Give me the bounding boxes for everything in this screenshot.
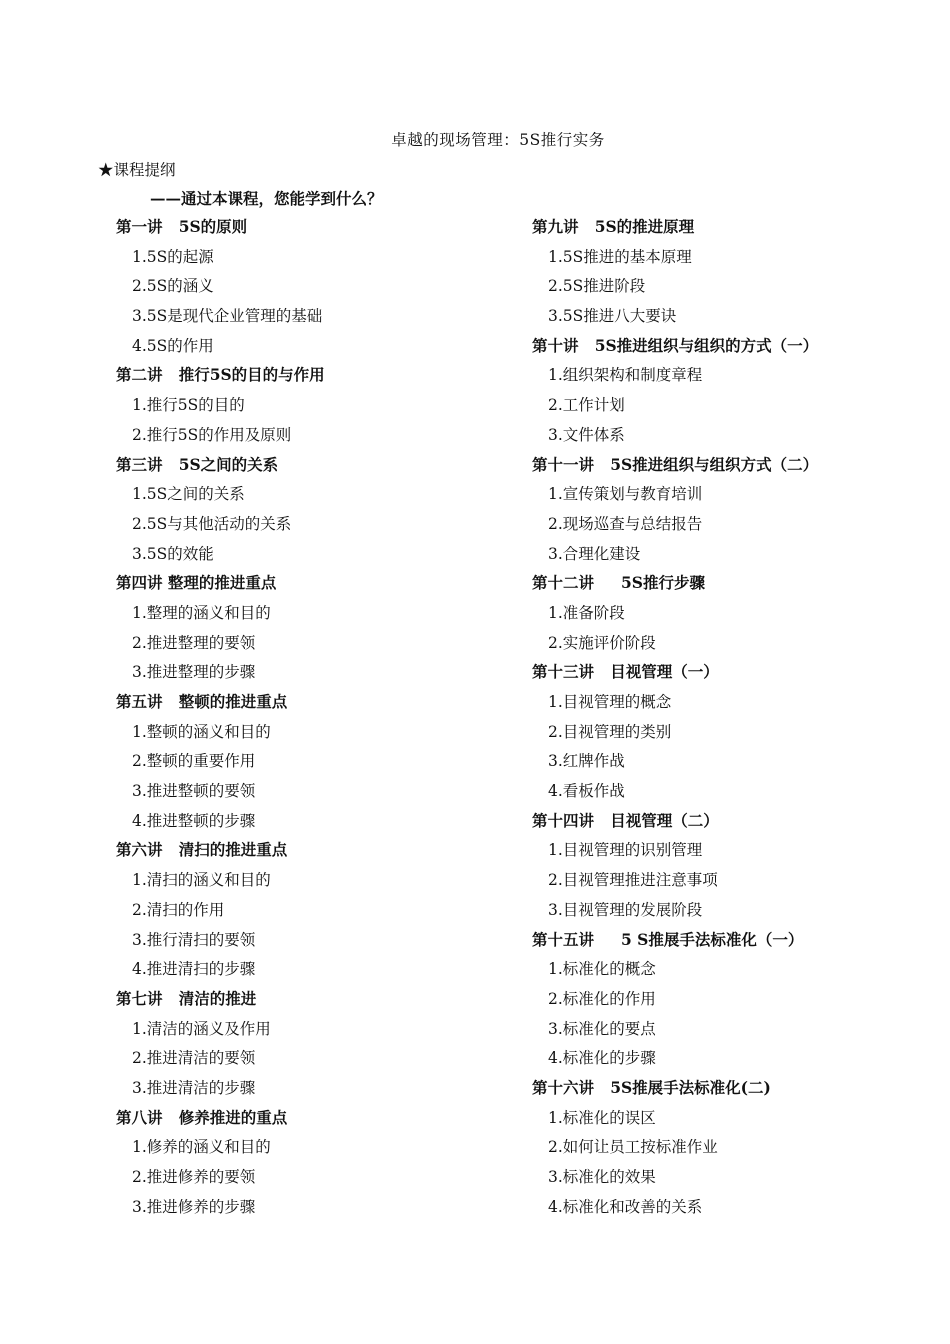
lecture-heading: 第三讲 5S之间的关系 <box>116 454 279 474</box>
lecture-heading: 第十六讲 5S推展手法标准化(二) <box>532 1077 771 1097</box>
lecture-item: 2.标准化的作用 <box>548 989 656 1008</box>
lecture-item: 1.准备阶段 <box>548 603 625 622</box>
lecture-item: 2.目视管理的类别 <box>548 722 672 741</box>
lecture-item: 1.整理的涵义和目的 <box>132 603 271 622</box>
document-title: 卓越的现场管理：5S推行实务 <box>391 131 605 149</box>
lecture-item: 3.推行清扫的要领 <box>132 930 256 949</box>
lecture-item: 1.修养的涵义和目的 <box>132 1138 271 1157</box>
outline-subtitle: ——通过本课程，您能学到什么？ <box>150 189 383 208</box>
lecture-heading: 第五讲 整顿的推进重点 <box>116 692 288 711</box>
lecture-item: 2.实施评价阶段 <box>548 633 656 652</box>
lecture-item: 3.目视管理的发展阶段 <box>548 900 703 919</box>
lecture-item: 4.5S的作用 <box>132 336 214 355</box>
lecture-item: 3.推进整理的步骤 <box>132 663 256 682</box>
lecture-item: 2.现场巡查与总结报告 <box>548 514 703 533</box>
lecture-item: 1.5S的起源 <box>132 247 214 266</box>
lecture-item: 2.整顿的重要作用 <box>132 752 256 771</box>
lecture-heading: 第十二讲 5S推行步骤 <box>532 573 705 593</box>
lecture-heading: 第十四讲 目视管理（二） <box>532 810 719 830</box>
lecture-item: 2.推进整理的要领 <box>132 633 256 652</box>
lecture-item: 1.标准化的概念 <box>548 960 656 979</box>
course-outline-label: ★课程提纲 <box>98 161 176 179</box>
lecture-item: 2.5S与其他活动的关系 <box>132 514 292 533</box>
lecture-heading: 第九讲 5S的推进原理 <box>532 217 695 236</box>
right-column <box>532 217 818 1226</box>
lecture-item: 3.标准化的效果 <box>548 1168 656 1186</box>
lecture-item: 2.目视管理推进注意事项 <box>548 871 718 890</box>
lecture-item: 3.5S的效能 <box>132 544 214 563</box>
lecture-heading: 第二讲 推行5S的目的与作用 <box>116 365 325 385</box>
lecture-item: 1.整顿的涵义和目的 <box>132 722 271 741</box>
lecture-item: 1.目视管理的识别管理 <box>548 841 703 860</box>
lecture-item: 3.推进整顿的要领 <box>132 782 256 801</box>
lecture-heading: 第十五讲 5 S推展手法标准化（一） <box>532 929 804 949</box>
lecture-item: 2.推行5S的作用及原则 <box>132 425 292 444</box>
lecture-item: 3.推进清洁的步骤 <box>132 1078 256 1097</box>
lecture-item: 3.红牌作战 <box>548 752 625 771</box>
lecture-item: 1.目视管理的概念 <box>548 693 672 711</box>
lecture-item: 2.推进清洁的要领 <box>132 1049 256 1068</box>
lecture-heading: 第六讲 清扫的推进重点 <box>116 840 288 860</box>
lecture-item: 3.标准化的要点 <box>548 1019 656 1038</box>
lecture-item: 3.推进修养的步骤 <box>132 1197 256 1216</box>
lecture-heading: 第四讲 整理的推进重点 <box>116 573 277 593</box>
lecture-item: 2.清扫的作用 <box>132 900 225 919</box>
lecture-item: 1.标准化的误区 <box>548 1108 656 1127</box>
lecture-heading: 第一讲 5S的原则 <box>116 217 248 236</box>
lecture-item: 2.工作计划 <box>548 396 625 415</box>
lecture-heading: 第七讲 清洁的推进 <box>116 988 257 1008</box>
lecture-item: 4.标准化和改善的关系 <box>548 1197 703 1216</box>
lecture-heading: 第十一讲 5S推进组织与组织方式（二） <box>532 454 819 474</box>
lecture-item: 2.5S推进阶段 <box>548 277 646 296</box>
lecture-item: 3.5S是现代企业管理的基础 <box>132 307 323 326</box>
lecture-item: 2.如何让员工按标准作业 <box>548 1138 718 1157</box>
lecture-item: 4.推进整顿的步骤 <box>132 811 256 830</box>
lecture-item: 3.5S推进八大要诀 <box>548 307 677 326</box>
lecture-item: 4.标准化的步骤 <box>548 1049 656 1068</box>
lecture-heading: 第八讲 修养推进的重点 <box>116 1107 288 1127</box>
lecture-item: 2.5S的涵义 <box>132 277 214 296</box>
lecture-item: 1.清扫的涵义和目的 <box>132 871 271 890</box>
lecture-item: 1.宣传策划与教育培训 <box>548 485 703 504</box>
lecture-heading: 第十讲 5S推进组织与组织的方式（一） <box>532 335 819 355</box>
lecture-item: 1.推行5S的目的 <box>132 396 245 415</box>
lecture-item: 3.文件体系 <box>548 425 625 444</box>
lecture-item: 2.推进修养的要领 <box>132 1168 256 1186</box>
left-column <box>116 217 325 1226</box>
lecture-item: 4.推进清扫的步骤 <box>132 960 256 979</box>
lecture-item: 3.合理化建设 <box>548 544 641 563</box>
lecture-item: 1.5S推进的基本原理 <box>548 247 692 266</box>
lecture-item: 1.组织架构和制度章程 <box>548 366 703 385</box>
lecture-item: 4.看板作战 <box>548 782 625 801</box>
lecture-heading: 第十三讲 目视管理（一） <box>532 662 719 682</box>
lecture-item: 1.5S之间的关系 <box>132 485 245 504</box>
lecture-item: 1.清洁的涵义及作用 <box>132 1019 271 1038</box>
